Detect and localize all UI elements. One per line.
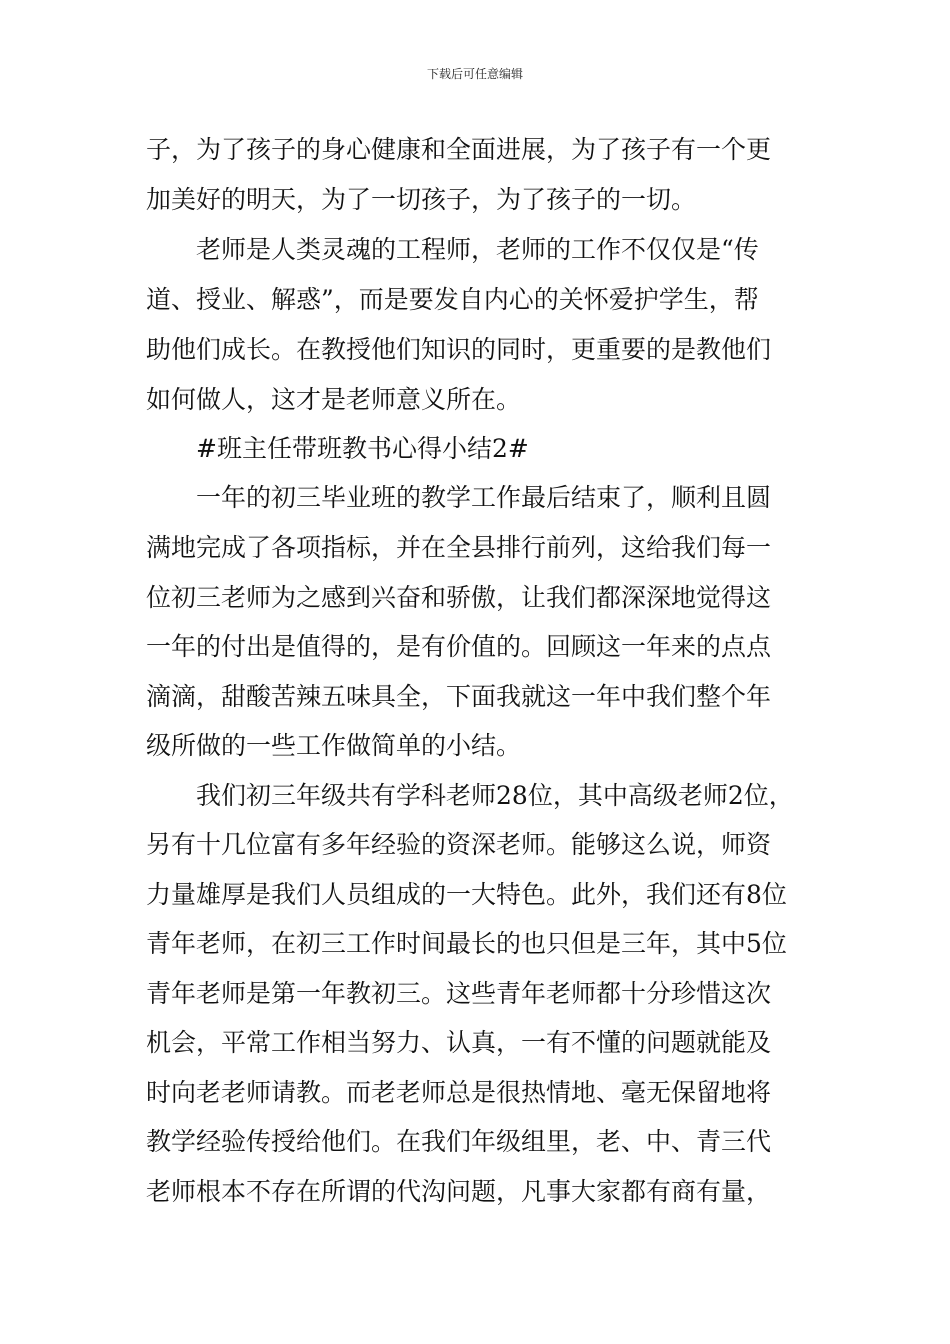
text-line: 位初三老师为之感到兴奋和骄傲，让我们都深深地觉得这 [146, 583, 772, 612]
text-line: 力量雄厚是我们人员组成的一大特色。此外，我们还有8位 [146, 880, 787, 909]
text-line: 一年的付出是值得的，是有价值的。回顾这一年来的点点 [146, 632, 772, 661]
text-line: 教学经验传授给他们。在我们年级组里，老、中、青三代 [146, 1127, 772, 1156]
text-line: 机会，平常工作相当努力、认真，一有不懂的问题就能及 [146, 1028, 772, 1057]
text-line: 满地完成了各项指标，并在全县排行前列，这给我们每一 [146, 533, 772, 562]
text-line: 级所做的一些工作做简单的小结。 [146, 731, 522, 760]
text-line: 滴滴，甜酸苦辣五味具全，下面我就这一年中我们整个年 [146, 682, 772, 711]
paragraph-first-line: 一年的初三毕业班的教学工作最后结束了，顺利且圆 [196, 483, 772, 512]
section-heading: #班主任带班教书心得小结2# [196, 434, 529, 463]
page-header: 下载后可任意编辑 [426, 67, 523, 81]
paragraph-first-line: 我们初三年级共有学科老师28位，其中高级老师2位， [196, 781, 794, 810]
text-line: 另有十几位富有多年经验的资深老师。能够这么说，师资 [146, 830, 772, 859]
text-line: 加美好的明天，为了一切孩子，为了孩子的一切。 [146, 185, 697, 214]
text-line: 老师根本不存在所谓的代沟问题，凡事大家都有商有量， [146, 1177, 772, 1206]
text-line: 助他们成长。在教授他们知识的同时，更重要的是教他们 [146, 335, 772, 364]
text-line: 如何做人，这才是老师意义所在。 [146, 385, 522, 414]
text-line: 子，为了孩子的身心健康和全面进展，为了孩子有一个更 [146, 135, 772, 164]
text-line: 道、授业、解惑”，而是要发自内心的关怀爱护学生，帮 [146, 285, 759, 314]
text-line: 青年老师是第一年教初三。这些青年老师都十分珍惜这次 [146, 979, 772, 1008]
text-line: 时向老老师请教。而老老师总是很热情地、毫无保留地将 [146, 1078, 772, 1107]
text-line: 青年老师，在初三工作时间最长的也只但是三年，其中5位 [146, 929, 787, 958]
paragraph-first-line: 老师是人类灵魂的工程师，老师的工作不仅仅是“传 [196, 235, 759, 264]
